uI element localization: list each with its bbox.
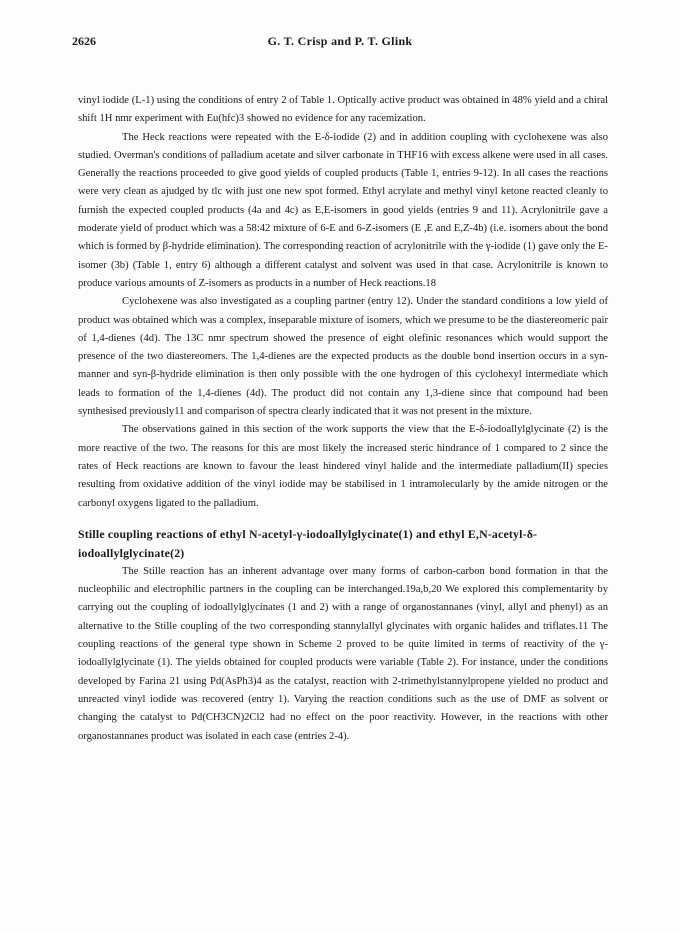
paragraph-heck-delta-iodide: The Heck reactions were repeated with the E-δ-iodide (2) and in addition coupling with cyclohexene was also studied. Overman's conditions of palladium acetate and silver carbonate in THF16 with excess alkene were used in all cases. Generally the reactions proceeded to give good yields of coupled products (Table 1, entries 9-12). In all cases the reactions were very clean as ajudged by tlc with just one new spot formed. Ethyl acrylate and methyl vinyl ketone reacted cleanly to furnish the expected coupled products (4a and 4c) as E,E-isomers in good yields (entries 9 and 11). Acrylonitrile gave a moderate yield of product which was a 58:42 mixture of 6-E and 6-Z-isomers (E ,E and E,Z-4b) (i.e. isomers about the bond which is formed by β-hydride elimination). The corresponding reaction of acrylonitrile with the γ-iodide (1) gave only the E-isomer (3b) (Table 1, entry 6) although a different catalyst and solvent was used in that case. Acrylonitrile is known to produce various amounts of Z-isomers as products in a number of Heck reactions.18	[78, 131, 608, 289]
page-number: 2626	[72, 34, 96, 48]
section-heading-stille: Stille coupling reactions of ethyl N-acetyl-γ-iodoallylglycinate(1) and ethyl E,N-acetyl-δ-iodoallylglycinate(2)	[78, 526, 538, 560]
running-head: G. T. Crisp and P. T. Glink	[267, 34, 413, 48]
paragraph-heck-chiral: vinyl iodide (L-1) using the conditions of entry 2 of Table 1. Optically active product was obtained in 48% yield and a chiral shift 1H nmr experiment with Eu(hfc)3 showed no evidence for any racemization.	[78, 95, 608, 125]
paragraph-stille-coupling: The Stille reaction has an inherent advantage over many forms of carbon-carbon bond formation in that the nucleophilic and electrophilic partners in the coupling can be interchanged.19a,b,20 We explored this complementarity by carrying out the coupling of iodoallylglycinates (1 and 2) with a range of organostannanes (vinyl, allyl and phenyl) as an alternative to the Stille coupling of the two corresponding stannylallyl glycinates with organic halides and triflates.11 The coupling reactions of the general type shown in Scheme 2 proved to be quite limited in terms of reactivity of the γ-iodoallylglycinate (1). The yields obtained for coupled products were variable (Table 2). For instance, under the conditions developed by Farina 21 using Pd(AsPh3)4 as the catalyst, reaction with 2-trimethylstannylpropene yielded no product and unreacted vinyl iodide was recovered (entry 1). Varying the reaction conditions such as the use of DMF as solvent or changing the catalyst to Pd(CH3CN)2Cl2 had no effect on the poor reactivity. However, in the reactions with other organostannanes product was isolated in each case (entries 2-4).	[78, 565, 608, 742]
paragraph-cyclohexene: Cyclohexene was also investigated as a coupling partner (entry 12). Under the standard conditions a low yield of product was obtained which was a complex, inseparable mixture of isomers, which we presume to be the diastereomeric pair of 1,4-dienes (4d). The 13C nmr spectrum showed the presence of eight olefinic resonances which would support the presence of the two diastereomers. The 1,4-dienes are the expected products as the double bond insertion occurs in a syn-manner and syn-β-hydride elimination is then only possible with the one hydrogen of this cyclohexyl intermediate which leads to formation of the 1,4-dienes (4d). The product did not contain any 1,3-diene since that compound had been synthesised previously11 and comparison of spectra clearly indicated that it was not present in the mixture.	[78, 296, 608, 418]
section-gap	[78, 513, 608, 525]
page-header	[72, 34, 608, 50]
paragraph-reactivity-observations: The observations gained in this section of the work supports the view that the E-δ-iodoallylglycinate (2) is the more reactive of the two. The reasons for this are most likely the increased steric hindrance of 1 compared to 2 since the rates of Heck reactions are known to favour the least hindered vinyl halide and the intermediate palladium(II) species resulting from oxidative addition of the vinyl iodide may be stabilised in 1 intramolecularly by the amide nitrogen or the carbonyl oxygens ligated to the palladium.	[78, 424, 608, 509]
body-text	[78, 92, 608, 746]
